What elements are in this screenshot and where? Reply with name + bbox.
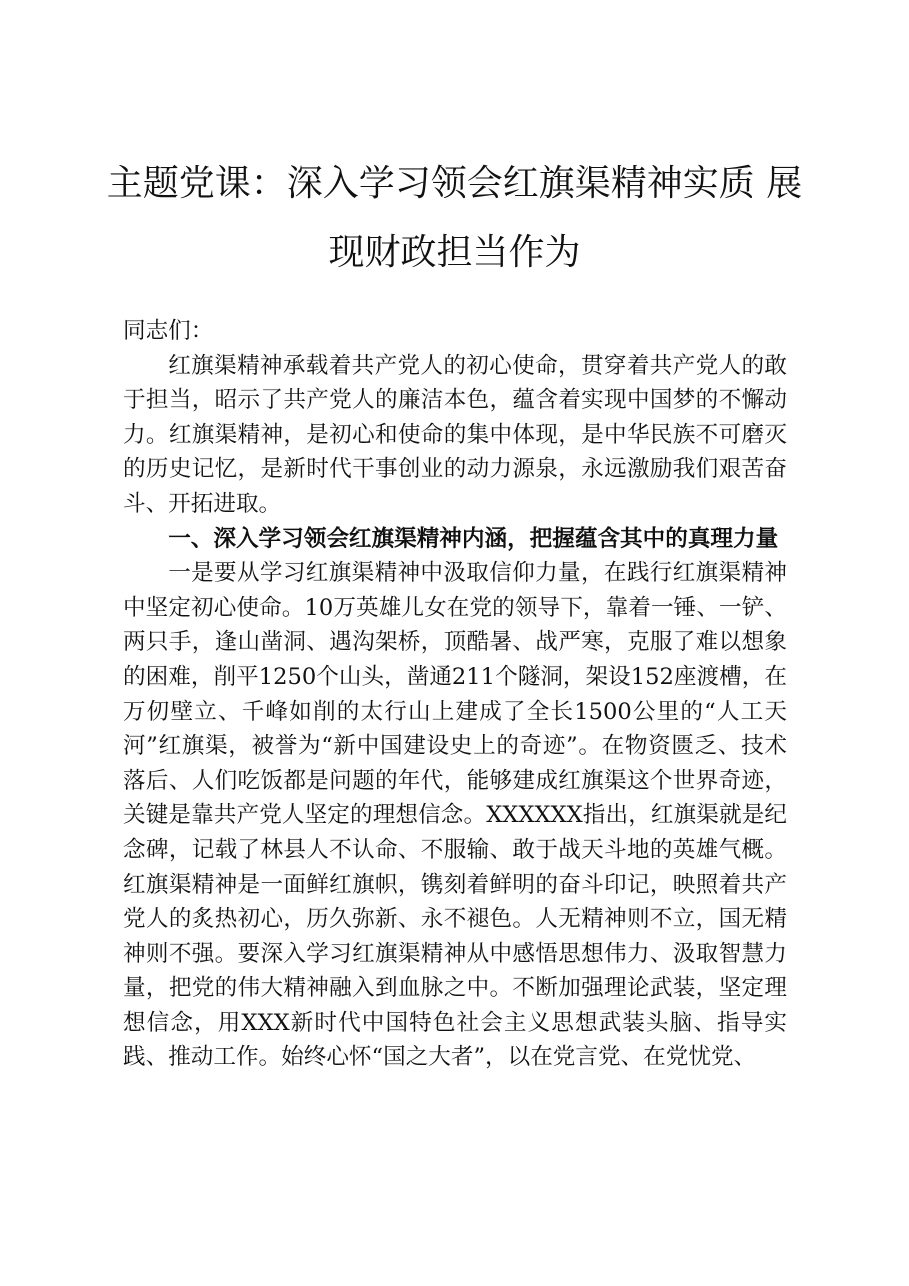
section-1-heading: 一、深入学习领会红旗渠精神内涵，把握蕴含其中的真理力量 — [168, 525, 779, 552]
intro-paragraph: 红旗渠精神承载着共产党人的初心使命，贯穿着共产党人的敢于担当，昭示了共产党人的廉洁本色，蕴含着实现中国梦的不懈动力。红旗渠精神，是初心和使命的集中体现，是中华民族不可磨灭的历史记忆，是新时代干事创业的动力源泉，永远激励我们艰苦奋斗、开拓进取。 — [123, 352, 787, 517]
section-1-paragraph: 一是要从学习红旗渠精神中汲取信仰力量，在践行红旗渠精神中坚定初心使命。10万英雄儿女在党的领导下，靠着一锤、一铲、两只手，逢山凿洞、遇沟架桥，顶酷暑、战严寒，克服了难以想象的困难，削平1250个山头，凿通211个隧洞，架设152座渡槽，在万仞壁立、千峰如削的太行山上建成了全长1500公里的“人工天河”红旗渠，被誉为“新中国建设史上的奇迹”。在物资匮乏、技术落后、人们吃饭都是问题的年代，能够建成红旗渠这个世界奇迹，关键是靠共产党人坚定的理想信念。XXXXXX指出，红旗渠就是纪念碑，记载了林县人不认命、不服输、敢于战天斗地的英雄气概。红旗渠精神是一面鲜红旗帜，镌刻着鲜明的奋斗印记，映照着共产党人的炙热初心，历久弥新、永不褪色。人无精神则不立，国无精神则不强。要深入学习红旗渠精神从中感悟思想伟力、汲取智慧力量，把党的伟大精神融入到血脉之中。不断加强理论武装，坚定理想信念，用XXX新时代中国特色社会主义思想武装头脑、指导实践、推动工作。始终心怀“国之大者”，以在党言党、在党忧党、 — [123, 560, 787, 1071]
document-title-line-2: 现财政担当作为 — [328, 232, 581, 273]
greeting: 同志们： — [123, 318, 214, 344]
document-body — [123, 314, 787, 1075]
document-title-line-1: 主题党课：深入学习领会红旗渠精神实质 展 — [106, 163, 803, 204]
